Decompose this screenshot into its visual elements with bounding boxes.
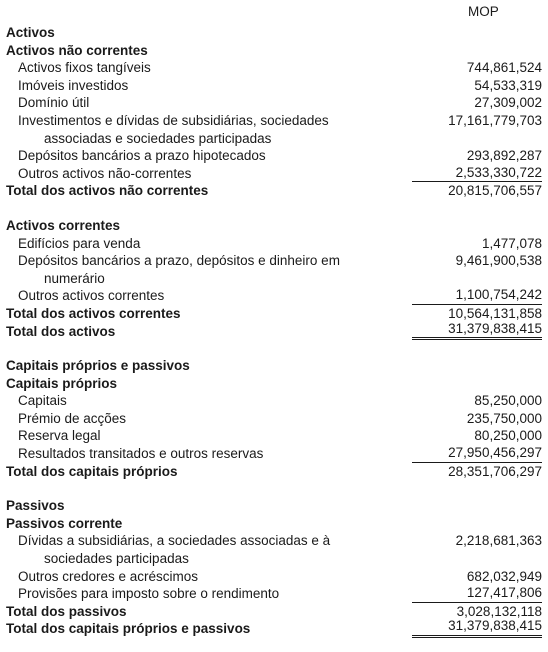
- row-label: Outros credores e acréscimos: [18, 568, 199, 584]
- line-item: [6, 147, 542, 165]
- row-label: Resultados transitados e outros reservas: [18, 446, 264, 462]
- row-label: Investimentos e dívidas de subsidiárias, sociedades associadas e sociedades participadas: [6, 112, 542, 147]
- row-value: 27,950,456,297: [412, 444, 542, 463]
- row-value: 9,461,900,538: [455, 253, 542, 269]
- line-item: [6, 59, 542, 77]
- currency-header: MOP: [468, 4, 499, 19]
- section-heading: [6, 515, 542, 533]
- balance-sheet: [6, 24, 542, 638]
- line-item: [6, 94, 542, 112]
- line-item: [6, 568, 542, 586]
- section-gap: [6, 340, 542, 357]
- row-label: Provisões para imposto sobre o rendimento: [18, 586, 280, 602]
- row-label: Total dos activos: [6, 323, 116, 339]
- line-item: [6, 287, 542, 305]
- row-value: 20,815,706,557: [448, 183, 542, 199]
- row-label: Domínio útil: [18, 95, 90, 111]
- row-label: Reserva legal: [18, 428, 101, 444]
- line-item: [6, 410, 542, 428]
- row-value: 235,750,000: [466, 410, 542, 426]
- line-item: [6, 445, 542, 463]
- total-row: [6, 320, 542, 341]
- section-gap: [6, 480, 542, 497]
- section-heading: [6, 375, 542, 393]
- section-heading: [6, 217, 542, 235]
- row-label-continuation: numerário: [44, 270, 105, 286]
- row-label: Dívidas a subsidiárias, a sociedades associadas e à sociedades participadas: [6, 532, 542, 567]
- row-value: 10,564,131,858: [448, 305, 542, 321]
- section-gap: [6, 200, 542, 217]
- line-item: [6, 585, 542, 603]
- section-heading: [6, 24, 542, 42]
- row-label: Passivos: [6, 498, 65, 514]
- row-value: 27,309,002: [474, 95, 542, 111]
- row-value: 31,379,838,415: [412, 320, 542, 341]
- row-label: Edifícios para venda: [18, 235, 141, 251]
- row-value: 80,250,000: [474, 428, 542, 444]
- row-label: Outros activos não-correntes: [18, 165, 192, 181]
- row-label: Depósitos bancários a prazo hipotecados: [18, 148, 266, 164]
- row-label: Depósitos bancários a prazo, depósitos e dinheiro em numerário: [6, 252, 542, 287]
- line-item: [6, 165, 542, 183]
- row-value: 2,218,681,363: [455, 533, 542, 549]
- row-label: Total dos activos não correntes: [6, 183, 209, 199]
- line-item: [6, 427, 542, 445]
- row-value: 127,417,806: [412, 584, 542, 603]
- row-label: Activos não correntes: [6, 42, 148, 58]
- line-item: [6, 235, 542, 253]
- row-label: Capitais próprios e passivos: [6, 358, 190, 374]
- row-value: 293,892,287: [466, 148, 542, 164]
- row-label: Capitais: [18, 393, 67, 409]
- row-label: Capitais próprios: [6, 375, 118, 391]
- row-label: Total dos capitais próprios e passivos: [6, 621, 251, 637]
- total-row: [6, 182, 542, 200]
- row-label: Imóveis investidos: [18, 77, 129, 93]
- line-item: [6, 252, 542, 287]
- total-row: [6, 620, 542, 638]
- row-value: 31,379,838,415: [412, 617, 542, 638]
- row-value: 682,032,949: [466, 568, 542, 584]
- row-value: 3,028,132,118: [456, 603, 542, 619]
- row-value: 1,477,078: [481, 235, 542, 251]
- row-label: Total dos capitais próprios: [6, 463, 178, 479]
- row-label: Activos correntes: [6, 217, 121, 233]
- row-label: Activos fixos tangíveis: [18, 60, 151, 76]
- row-value: 2,533,330,722: [412, 164, 542, 183]
- row-value: 744,861,524: [466, 60, 542, 76]
- line-item: [6, 532, 542, 567]
- line-item: [6, 112, 542, 147]
- row-label: Prémio de acções: [18, 410, 127, 426]
- row-value: 1,100,754,242: [412, 286, 542, 305]
- row-value: 17,161,779,703: [448, 112, 542, 128]
- row-value: 28,351,706,297: [448, 463, 542, 479]
- row-label-continuation: associadas e sociedades participadas: [44, 130, 272, 146]
- total-row: [6, 463, 542, 481]
- line-item: [6, 77, 542, 95]
- row-label: Passivos corrente: [6, 515, 123, 531]
- row-value: 54,533,319: [474, 77, 542, 93]
- row-label: Outros activos correntes: [18, 288, 165, 304]
- row-value: 85,250,000: [474, 393, 542, 409]
- section-heading: [6, 42, 542, 60]
- line-item: [6, 392, 542, 410]
- section-heading: [6, 497, 542, 515]
- row-label: Total dos activos correntes: [6, 305, 181, 321]
- section-heading: [6, 357, 542, 375]
- row-label-continuation: sociedades participadas: [44, 551, 189, 567]
- row-label: Total dos passivos: [6, 603, 127, 619]
- row-label: Activos: [6, 25, 55, 40]
